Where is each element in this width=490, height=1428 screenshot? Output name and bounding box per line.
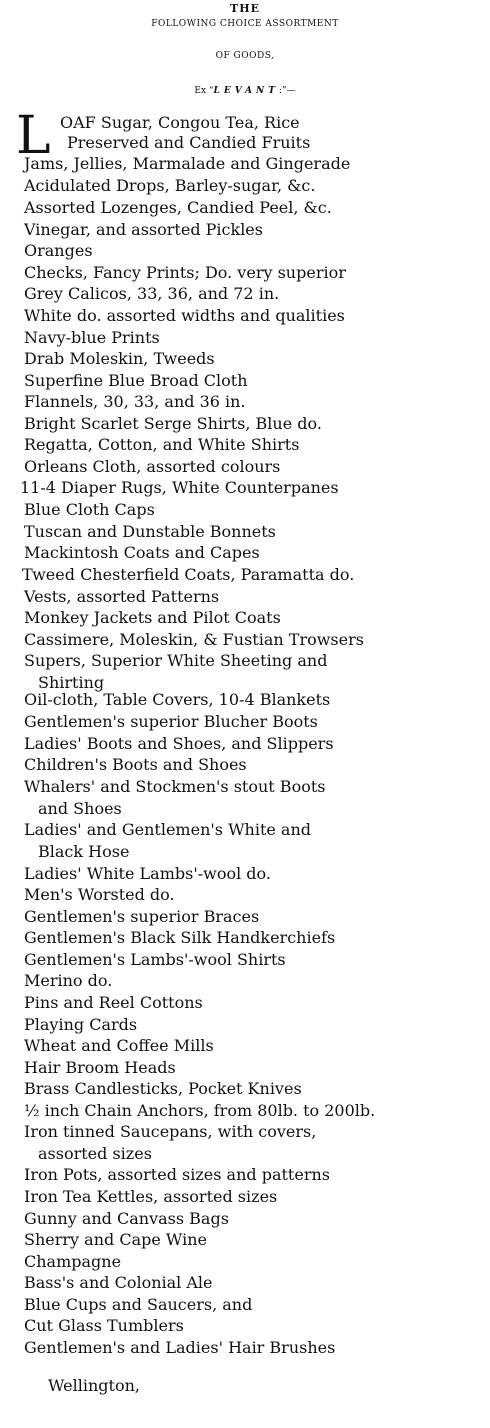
list-item: ½ inch Chain Anchors, from 80lb. to 200lb.	[24, 1101, 376, 1120]
list-item: Superfine Blue Broad Cloth	[24, 371, 248, 390]
list-item: Bright Scarlet Serge Shirts, Blue do.	[24, 414, 322, 433]
list-item: Brass Candlesticks, Pocket Knives	[24, 1079, 302, 1098]
list-item: Cut Glass Tumblers	[24, 1316, 184, 1335]
list-item: Bass's and Colonial Ale	[24, 1273, 213, 1292]
ship-name: LEVANT	[213, 86, 279, 96]
list-item: Vests, assorted Patterns	[24, 587, 220, 606]
list-item: Wellington,	[48, 1376, 140, 1395]
list-item: Checks, Fancy Prints; Do. very superior	[24, 263, 346, 282]
list-item: Blue Cups and Saucers, and	[24, 1295, 253, 1314]
list-item: Grey Calicos, 33, 36, and 72 in.	[24, 284, 280, 303]
list-item: Supers, Superior White Sheeting and	[24, 651, 328, 670]
list-item: Pins and Reel Cottons	[24, 993, 203, 1012]
ship-line	[0, 86, 490, 96]
kicker: THE	[230, 2, 260, 15]
list-item: Black Hose	[38, 842, 130, 861]
list-item: Vinegar, and assorted Pickles	[24, 220, 263, 239]
list-item: White do. assorted widths and qualities	[24, 306, 345, 325]
list-item: Acidulated Drops, Barley-sugar, &c.	[24, 176, 316, 195]
list-item: Gentlemen's superior Braces	[24, 907, 260, 926]
list-item: Ladies' White Lambs'-wool do.	[24, 864, 271, 883]
list-item: Gentlemen's Black Silk Handkerchiefs	[24, 928, 336, 947]
list-item: Oranges	[24, 241, 93, 260]
list-item: Preserved and Candied Fruits	[67, 133, 311, 152]
list-item: Iron Pots, assorted sizes and patterns	[24, 1165, 330, 1184]
list-item: Assorted Lozenges, Candied Peel, &c.	[24, 198, 332, 217]
headline-line-1: FOLLOWING CHOICE ASSORTMENT	[151, 19, 339, 29]
list-item: Ladies' Boots and Shoes, and Slippers	[24, 734, 334, 753]
list-item: Jams, Jellies, Marmalade and Gingerade	[24, 154, 351, 173]
list-item: Mackintosh Coats and Capes	[24, 543, 260, 562]
list-item: Tweed Chesterfield Coats, Paramatta do.	[22, 565, 355, 584]
list-item: Men's Worsted do.	[24, 885, 175, 904]
list-item: Wheat and Coffee Mills	[24, 1036, 214, 1055]
list-item: Blue Cloth Caps	[24, 500, 155, 519]
list-item: Whalers' and Stockmen's stout Boots	[24, 777, 326, 796]
list-item: Playing Cards	[24, 1015, 138, 1034]
ship-prefix: Ex “	[194, 86, 214, 96]
drop-cap: L	[16, 106, 51, 166]
list-item: Drab Moleskin, Tweeds	[24, 349, 215, 368]
list-item: Gentlemen's Lambs'-wool Shirts	[24, 950, 286, 969]
list-item: Ladies' and Gentlemen's White and	[24, 820, 312, 839]
list-item: Hair Broom Heads	[24, 1058, 176, 1077]
list-item: Iron tinned Saucepans, with covers,	[24, 1122, 317, 1141]
list-item: Iron Tea Kettles, assorted sizes	[24, 1187, 278, 1206]
list-item: and Shoes	[38, 799, 122, 818]
list-item: Flannels, 30, 33, and 36 in.	[24, 392, 246, 411]
list-item: Tuscan and Dunstable Bonnets	[24, 522, 276, 541]
list-item: OAF Sugar, Congou Tea, Rice	[60, 113, 300, 132]
list-item: Oil-cloth, Table Covers, 10-4 Blankets	[24, 690, 331, 709]
list-item: Cassimere, Moleskin, & Fustian Trowsers	[24, 630, 364, 649]
list-item: Gunny and Canvass Bags	[24, 1209, 229, 1228]
headline-line-2: OF GOODS,	[215, 51, 275, 61]
list-item: assorted sizes	[38, 1144, 152, 1163]
list-item: Shirting	[38, 673, 105, 692]
ship-suffix: :”—	[278, 86, 296, 96]
list-item: Sherry and Cape Wine	[24, 1230, 207, 1249]
list-item: Monkey Jackets and Pilot Coats	[24, 608, 281, 627]
list-item: Children's Boots and Shoes	[24, 755, 247, 774]
list-item: Gentlemen's and Ladies' Hair Brushes	[24, 1338, 336, 1357]
list-item: Champagne	[24, 1252, 122, 1271]
list-item: Orleans Cloth, assorted colours	[24, 457, 281, 476]
list-item: Merino do.	[24, 971, 113, 990]
list-item: Navy-blue Prints	[24, 328, 160, 347]
list-item: Gentlemen's superior Blucher Boots	[24, 712, 318, 731]
list-item: Regatta, Cotton, and White Shirts	[24, 435, 300, 454]
list-item: 11-4 Diaper Rugs, White Counterpanes	[20, 478, 339, 497]
